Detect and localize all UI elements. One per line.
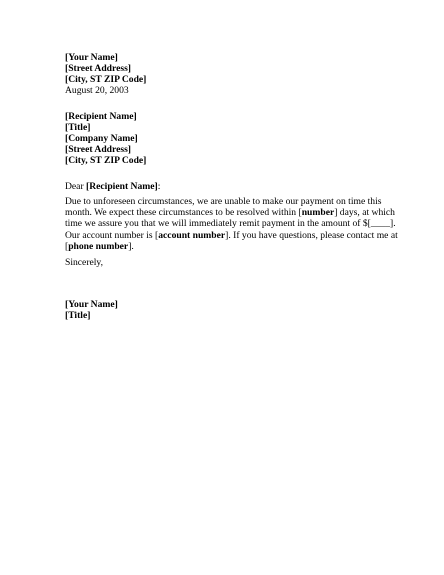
signature-title: [Title] (65, 310, 91, 321)
closing: Sincerely, (65, 257, 104, 268)
letter-date: August 20, 2003 (65, 85, 129, 96)
recipient-title: [Title] (65, 122, 91, 133)
body-paragraph: Due to unforeseen circumstances, we are unable to make our payment on time this month. We expect these circumstances to be resolved within [number] days, at which time we assure you that we will immediately remit payment in the amount of $[____]. Our account number is [account number]. If you have questions, please contact me at [phone number]. (65, 196, 398, 252)
recipient-street: [Street Address] (65, 144, 131, 155)
sender-street: [Street Address] (65, 63, 131, 74)
salutation: Dear [Recipient Name]: (65, 181, 161, 192)
signature-name: [Your Name] (65, 299, 118, 310)
recipient-city: [City, ST ZIP Code] (65, 155, 147, 166)
sender-name: [Your Name] (65, 52, 118, 63)
recipient-name: [Recipient Name] (65, 111, 137, 122)
sender-city: [City, ST ZIP Code] (65, 74, 147, 85)
recipient-company: [Company Name] (65, 133, 138, 144)
